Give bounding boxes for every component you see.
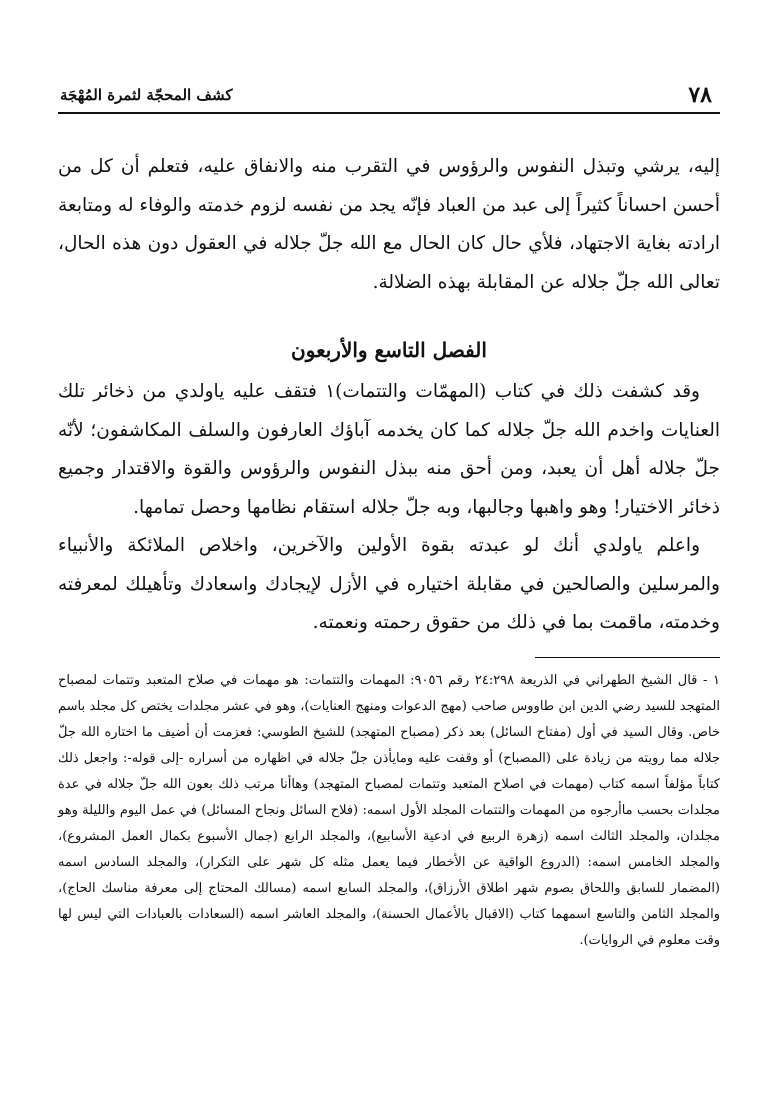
section-paragraph-1: وقد كشفت ذلك في كتاب (المهمّات والتتمات)١ فتقف عليه ياولدي من ذخائر تلك العنايات واخدم الله جلّ جلاله كما كان يخدمه آباؤك العارفون والسلف المكاشفون؛ لأنّه جلّ جلاله أهل أن يعبد، ومن أحق منه ببذل النفوس والرؤوس والقوة والاقتدار وجميع ذخائر الاختيار! وهو واهبها وجالبها، وبه جلّ جلاله استقام نظامها وحصل تمامها. [58,381,720,518]
main-text [58,148,720,643]
page-header [58,78,720,114]
page-number: ٧٨ [688,82,712,108]
footnote-1: ١ - قال الشيخ الطهراني في الذريعة ٢٤:٢٩٨ رقم ٩٠٥٦: المهمات والتتمات: هو مهمات في صلاح المتعبد وتتمات لمصباح المتهجد للسيد رضي الدين ابن طاووس صاحب (مهج الدعوات ومنهج العنايات)، وهو في عشر مجلدات يختص كل مجلد باسم خاص. وقال السيد في أول (مفتاح السائل) بعد ذكر (مصباح المتهجد) للشيخ الطوسي: فعزمت أن أضيف ما اختاره الله جلّ جلاله مما رويته من زيادة على (المصباح) أو وقفت عليه ومايأذن جلّ جلاله في اظهاره من أسراره -إلى قوله-: واجعل ذلك كتاباً مؤلفاً اسمه كتاب (مهمات في اصلاح المتعبد وتتمات لمصباح المتهجد) وهاأنا مرتب ذلك بعون الله جلّ جلاله في عدة مجلدات بحسب ماأرجوه من المهمات والتتمات المجلد الأول اسمه: (فلاح السائل ونجاح المسائل) في عمل اليوم والليلة وهو مجلدان، والمجلد الثالث اسمه (زهرة الربيع في ادعية الأسابيع)، والمجلد الرابع (جمال الأسبوع بكمال العمل المشروع)، والمجلد الخامس اسمه: (الدروع الواقية عن الأخطار فيما يعمل مثله كل شهر على التكرار)، والمجلد السادس اسمه (المضمار للسابق واللحاق بصوم شهر اطلاق الأرزاق)، والمجلد السابع اسمه (مسالك المحتاج إلى معرفة مناسك الحاج)، والمجلد الثامن والتاسع اسمهما كتاب (الاقبال بالأعمال الحسنة)، والمجلد العاشر اسمه (السعادات بالعبادات التي ليس لها وقت معلوم في الروايات). [58,672,720,948]
paragraph-continued: إليه، يرشي وتبذل النفوس والرؤوس في التقرب منه والانفاق عليه، فتعلم أن كل من أحسن احساناً كثيراً إلى عبد من العباد فإنّه يجد من نفسه لزوم خدمته والوفاء له ومتابعة ارادته بغاية الاجتهاد، فلأي حال كان الحال مع الله جلّ جلاله في العقول دون هذه الحال، تعالى الله جلّ جلاله عن المقابلة بهذه الضلالة. [58,156,720,293]
footnotes [58,668,720,954]
footnote-divider [535,657,720,658]
book-page [58,78,720,954]
section-heading: الفصل التاسع والأربعون [291,338,487,362]
section-paragraph-2: واعلم ياولدي أنك لو عبدته بقوة الأولين والآخرين، واخلاص الملائكة والأنبياء والمرسلين والصالحين في مقابلة اختياره في الأزل لإيجادك واسعادك وتأهيلك لمعرفته وخدمته، ماقمت بما في ذلك من حقوق رحمته ونعمته. [58,535,720,633]
running-title: كشف المحجّة لثمرة المُهْجَة [60,86,233,104]
